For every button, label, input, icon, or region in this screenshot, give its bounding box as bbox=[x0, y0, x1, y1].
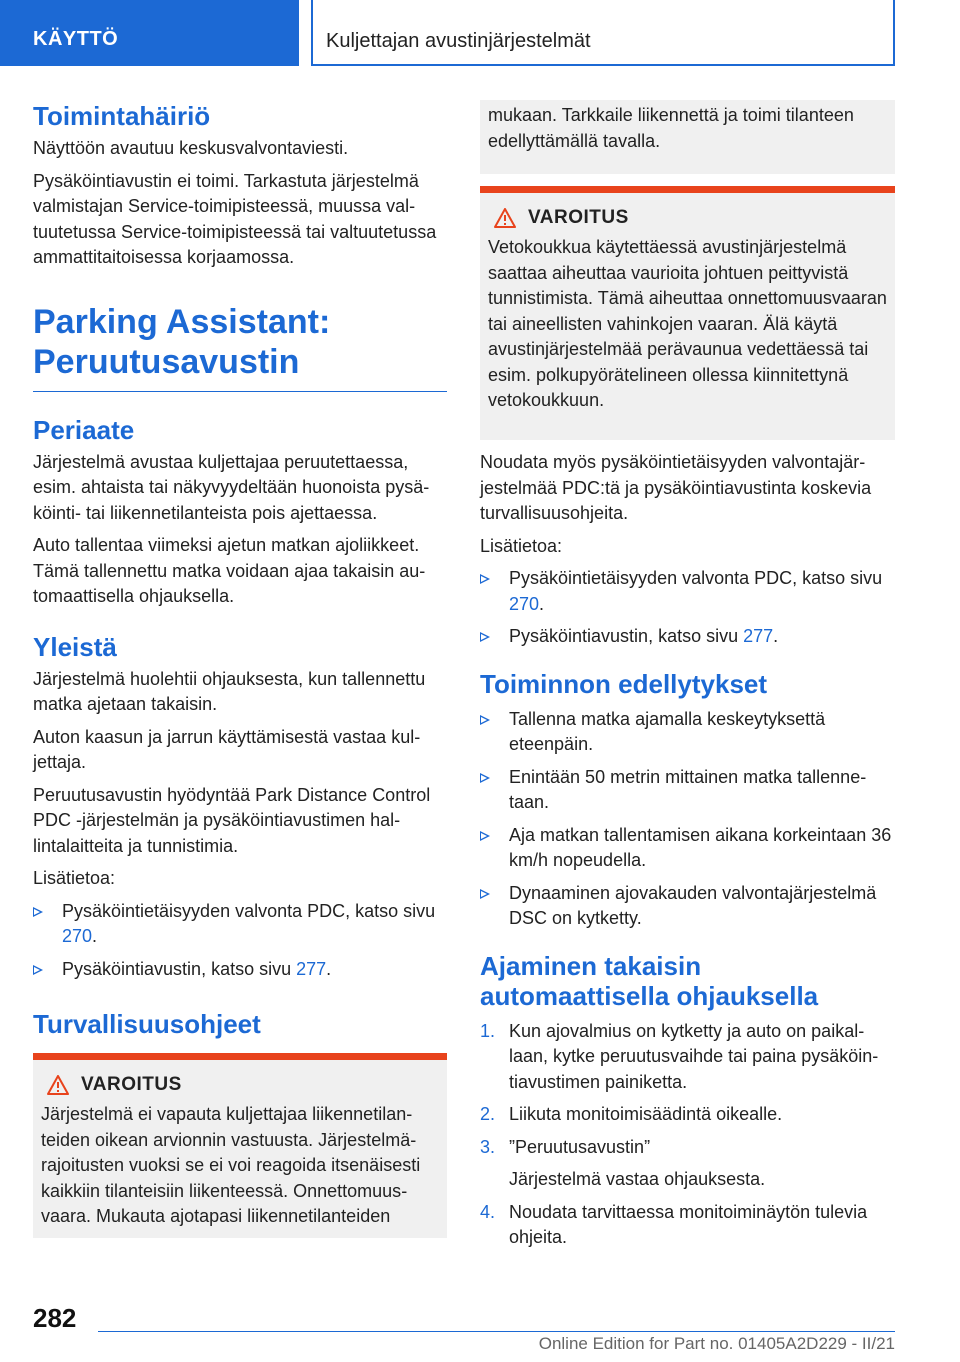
list-item-text: Pysäköintiavustin, katso sivu bbox=[509, 626, 744, 646]
triangle-bullet-icon bbox=[480, 715, 490, 725]
footer-divider bbox=[98, 1331, 895, 1332]
step-item bbox=[480, 1102, 895, 1128]
list-item-text: Pysäköintiavustin, katso sivu bbox=[62, 958, 297, 979]
warning-label: VAROITUS bbox=[81, 1074, 182, 1095]
left-column bbox=[33, 100, 447, 1238]
warning-label: VAROITUS bbox=[528, 207, 629, 228]
safety-heading: Turvallisuusohjeet bbox=[33, 1009, 261, 1039]
step-text: ”Peruutusavustin” bbox=[509, 1136, 651, 1157]
list-item-text: Tallenna matka ajamalla keskeytyksettä eteenpäin. bbox=[509, 708, 826, 754]
step-item bbox=[480, 1200, 895, 1251]
page-link-277[interactable]: 277 bbox=[743, 626, 774, 646]
general-p1: Järjestelmä huolehtii ohjauksesta, kun tallennettu matka ajetaan takaisin. bbox=[33, 668, 426, 714]
warning-bar bbox=[33, 1053, 447, 1060]
warning-text-continued: mukaan. Tarkkaile liikennettä ja toimi tilanteen edellyttämällä tavalla. bbox=[488, 105, 854, 151]
triangle-bullet-icon bbox=[33, 965, 43, 975]
right-column bbox=[480, 100, 895, 1258]
list-item-text: Pysäköintietäisyyden valvonta PDC, katso sivu bbox=[62, 900, 436, 921]
step-number: 2. bbox=[480, 1104, 496, 1124]
warning-box bbox=[33, 1053, 447, 1238]
step-number: 4. bbox=[480, 1201, 496, 1222]
header-section-label: KÄYTTÖ bbox=[33, 28, 119, 50]
warning-box-continued bbox=[480, 100, 895, 174]
step-note-text: Järjestelmä vastaa ohjauksesta. bbox=[509, 1169, 766, 1189]
title-divider bbox=[33, 391, 447, 392]
footer-edition: Online Edition for Part no. 01405A2D229 - II/21 bbox=[538, 1334, 895, 1353]
driving-heading-line1: Ajaminen takaisin bbox=[480, 950, 702, 981]
list-item: Pysäköintiavustin, katso sivu 277. bbox=[480, 624, 895, 650]
triangle-bullet-icon bbox=[480, 574, 490, 584]
driving-heading-line2: automaattisella ohjauksella bbox=[480, 980, 819, 1011]
triangle-bullet-icon bbox=[33, 907, 43, 917]
triangle-bullet-icon bbox=[480, 889, 490, 899]
warning-box-2 bbox=[480, 186, 895, 440]
step-item bbox=[480, 1135, 895, 1161]
step-text: Noudata tarvittaessa monitoiminäytön tulevia ohjeita. bbox=[509, 1201, 868, 1247]
step-number: 3. bbox=[480, 1136, 496, 1157]
principle-heading: Periaate bbox=[33, 414, 135, 445]
general-heading: Yleistä bbox=[33, 631, 117, 662]
warning-bar bbox=[480, 186, 895, 193]
step-text: Kun ajovalmius on kytketty ja auto on paikallaan, kytke peruutusvaihde tai paina pysäköintiavustimen painiketta. bbox=[509, 1020, 879, 1092]
page-link-277[interactable]: 277 bbox=[296, 958, 327, 979]
page-link-270[interactable]: 270 bbox=[509, 593, 540, 614]
list-item bbox=[480, 765, 895, 816]
header-chapter-label: Kuljettajan avustinjärjestelmät bbox=[326, 30, 591, 52]
warning-triangle-icon bbox=[494, 208, 516, 228]
requirements-heading: Toiminnon edellytykset bbox=[480, 668, 768, 699]
warning-text: Järjestelmä ei vapauta kuljettajaa liikennetilanteiden oikean arvionnin vastuusta. Järjestelmärajoitusten vuoksi se ei voi reagoida itsenäisesti kaikkiin tilanteisiin liikenteessä. Onnettomuusvaara. Mukauta ajotapasi liikennetilanteiden bbox=[41, 1104, 421, 1226]
list-item: Pysäköintietäisyyden valvonta PDC, katso sivu 270. bbox=[480, 566, 895, 617]
triangle-bullet-icon bbox=[480, 632, 490, 642]
malfunction-heading: Toimintahäiriö bbox=[33, 101, 211, 131]
general-p3: Peruutusavustin hyödyntää Park Distance Control PDC -järjestelmän ja pysäköintiavustimen hallintalaitteita ja tunnistimia. bbox=[33, 784, 431, 856]
page-title-line2: Peruutusavustin bbox=[33, 342, 300, 381]
list-item: Pysäköintietäisyyden valvonta PDC, katso sivu 270. bbox=[33, 899, 447, 950]
step-text: Liikuta monitoimisäädintä oikealle. bbox=[509, 1104, 783, 1124]
header-section-tab bbox=[0, 0, 299, 66]
page-title-line1: Parking Assistant: bbox=[33, 302, 331, 341]
list-item bbox=[480, 881, 895, 932]
warning-text: Vetokoukkua käytettäessä avustinjärjestelmä saattaa aiheuttaa vaurioita johtuen peittyvistä tunnistimista. Tämä aiheuttaa onnettomuusvaaran tai aineellisten vahinkojen vaaran. Älä käytä avustinjärjestelmää perävaunua vedettäessä tai esim. polkupyörätelineen ollessa kiinnitettynä vetokoukkuun. bbox=[488, 237, 887, 410]
more-info-label: Lisätietoa: bbox=[480, 535, 563, 556]
list-item-text: Enintään 50 metrin mittainen matka tallennetaan. bbox=[509, 766, 867, 812]
pdc-note: Noudata myös pysäköintietäisyyden valvontajärjestelmää PDC:tä ja pysäköintiavustinta koskevia turvallisuusohjeita. bbox=[480, 452, 872, 523]
triangle-bullet-icon bbox=[480, 831, 490, 841]
principle-p2: Auto tallentaa viimeksi ajetun matkan ajoliikkeet. Tämä tallennettu matka voidaan ajaa takaisin automaattisella ohjauksella. bbox=[33, 535, 426, 606]
malfunction-p2: Pysäköintiavustin ei toimi. Tarkastuta järjestelmä valmistajan Service-toimipisteessä, muussa valtuutetussa Service-toimipisteessä tai valtuutetussa ammattitaitoisessa korjaamossa. bbox=[33, 170, 437, 267]
general-p2: Auton kaasun ja jarrun käyttämisestä vastaa kuljettaja. bbox=[33, 726, 421, 772]
header-chapter-box bbox=[311, 0, 895, 66]
list-item: Pysäköintiavustin, katso sivu 277. bbox=[33, 957, 447, 983]
step-note bbox=[480, 1167, 895, 1193]
list-item bbox=[480, 823, 895, 874]
page-link-270[interactable]: 270 bbox=[62, 926, 93, 946]
principle-p1: Järjestelmä avustaa kuljettajaa peruutettaessa, esim. ahtaista tai näkyvyydeltään huonoista pysäköinti- tai liikennetilanteista pois ajettaessa. bbox=[33, 451, 430, 523]
step-number: 1. bbox=[480, 1020, 496, 1041]
step-item bbox=[480, 1019, 895, 1096]
list-item-text: Dynaaminen ajovakauden valvontajärjestelmä DSC on kytketty. bbox=[509, 882, 877, 928]
list-item bbox=[480, 707, 895, 758]
warning-triangle-icon bbox=[47, 1075, 69, 1095]
triangle-bullet-icon bbox=[480, 773, 490, 783]
general-more-info: Lisätietoa: bbox=[33, 868, 116, 888]
page-number: 282 bbox=[33, 1303, 77, 1333]
list-item-text: Pysäköintietäisyyden valvonta PDC, katso sivu bbox=[509, 568, 883, 588]
list-item-text: Aja matkan tallentamisen aikana korkeintaan 36 km/h nopeudella. bbox=[509, 824, 892, 870]
malfunction-p1: Näyttöön avautuu keskusvalvontaviesti. bbox=[33, 138, 349, 158]
